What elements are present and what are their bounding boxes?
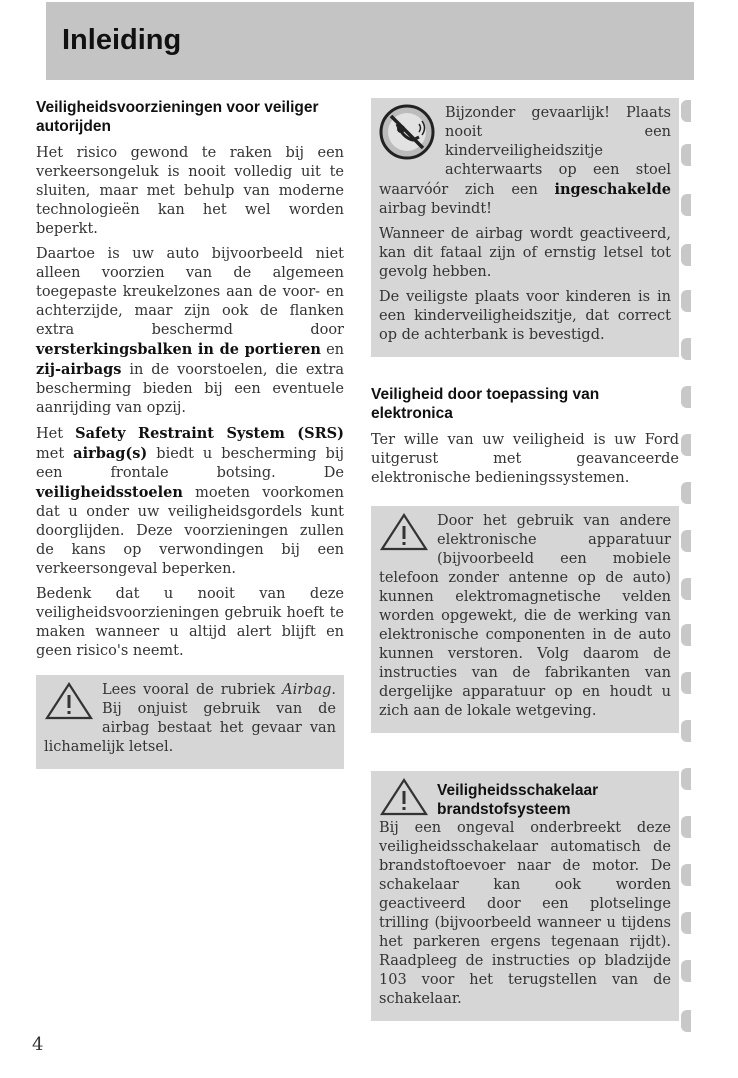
page-edge-tab [681,816,691,838]
airbag-activation-text: Wanneer de airbag wordt geactiveerd, kan dit fataal zijn of ernstig letsel tot gevolg hebben. [379,226,671,280]
section-heading-electronics: Veiligheid door toepassing van elektronica [371,386,600,422]
child-seat-warning-text: Bijzonder gevaarlijk! Plaats nooit een kinderveiligheidszitje achterwaarts op een stoel waarvóór zich een ingeschakelde airbag bevindt! [379,105,671,217]
page-edge-tab [681,434,691,456]
page-edge-tab [681,290,691,312]
page-edge-tab [681,912,691,934]
section-heading-safety: Veiligheidsvoorzieningen voor veiliger autorijden [36,99,319,135]
electronics-warning-text: Door het gebruik van andere elektronische apparatuur (bijvoorbeeld een mobiele telefoon zonder antenne op de auto) kunnen elektromagnetische velden worden opgewekt, die de werking van elektronische componenten in de auto kunnen verstoren. Volg daarom de instructies van de fabrikanten van dergelijke apparatuur op en houdt u zich aan de lokale wetgeving. [379,513,671,719]
page-edge-tab [681,244,691,266]
right-column [371,98,679,1021]
page-edge-tab [681,386,691,408]
page-title: Inleiding [62,24,182,56]
page-edge-tab [681,100,691,122]
airbag-warning-box [36,675,344,769]
fuel-switch-text: Bij een ongeval onderbreekt deze veiligheidsschakelaar automatisch de brandstoftoevoer naar de motor. De schakelaar kan ook worden geactiveerd door een plotselinge trilling (bijvoorbeeld wanneer u tijdens het parkeren ergens tegenaan rijdt). Raadpleeg de instructies op bladzijde 103 voor het terugstellen van de schakelaar. [379,820,671,1007]
page-number: 4 [32,1034,44,1055]
page-header [46,2,694,80]
paragraph-alert: Bedenk dat u nooit van deze veiligheidsvoorzieningen gebruik hoeft te maken wanneer u altijd alert blijft en geen risico's neemt. [36,586,344,659]
page-edge-tab [681,960,691,982]
paragraph-srs: Het Safety Restraint System (SRS) met airbag(s) biedt u bescherming bij een frontale botsing. De veiligheidsstoelen moeten voorkomen dat u onder uw veiligheidsgordels kunt doorglijden. Deze voorzieningen zullen de kans op verwondingen bij een verkeersongeval beperken. [36,425,344,577]
warning-text: Lees vooral de rubriek Airbag. Bij onjuist gebruik van de airbag bestaat het gevaar van lichamelijk letsel. [44,682,336,755]
page-edge-tab [681,338,691,360]
paragraph-crumple-zones: Daartoe is uw auto bijvoorbeeld niet alleen voorzien van de algemeen toegepaste kreukelzones aan de voor- en achterzijde, maar zijn ook de flanken extra beschermd door versterkingsbalken in de portieren en zij-airbags in de voorstoelen, die extra bescherming bieden bij een eventuele aanrijding van opzij. [36,246,345,416]
fuel-switch-title: Veiligheidsschakelaar brandstofsysteem [437,782,599,818]
page-edge-tab [681,194,691,216]
no-rear-facing-child-seat-icon [377,102,441,162]
page-edge-tab [681,768,691,790]
warning-triangle-icon [379,777,431,817]
electronics-warning-box [371,506,679,733]
page-edge-tab [681,672,691,694]
child-seat-warning-box [371,98,679,357]
page-edge-tab [681,1010,691,1032]
page-edge-tab [681,482,691,504]
page-edge-tab [681,530,691,552]
page-edge-tab [681,578,691,600]
page-edge-tab [681,144,691,166]
paragraph-intro: Het risico gewond te raken bij een verkeersongeluk is nooit volledig uit te sluiten, maar met behulp van moderne technologieën kan het wel worden beperkt. [36,145,344,237]
warning-triangle-icon [44,681,96,721]
fuel-switch-box [371,771,679,1021]
page-edge-tab [681,720,691,742]
page-edge-tab [681,624,691,646]
page-edge-tab [681,864,691,886]
safest-place-text: De veiligste plaats voor kinderen is in een kinderveiligheidszitje, dat correct op de achterbank is bevestigd. [379,289,671,343]
warning-triangle-icon [379,512,431,552]
left-column [36,98,344,769]
paragraph-electronics: Ter wille van uw veiligheid is uw Ford uitgerust met geavanceerde elektronische bedieningssystemen. [371,432,679,486]
